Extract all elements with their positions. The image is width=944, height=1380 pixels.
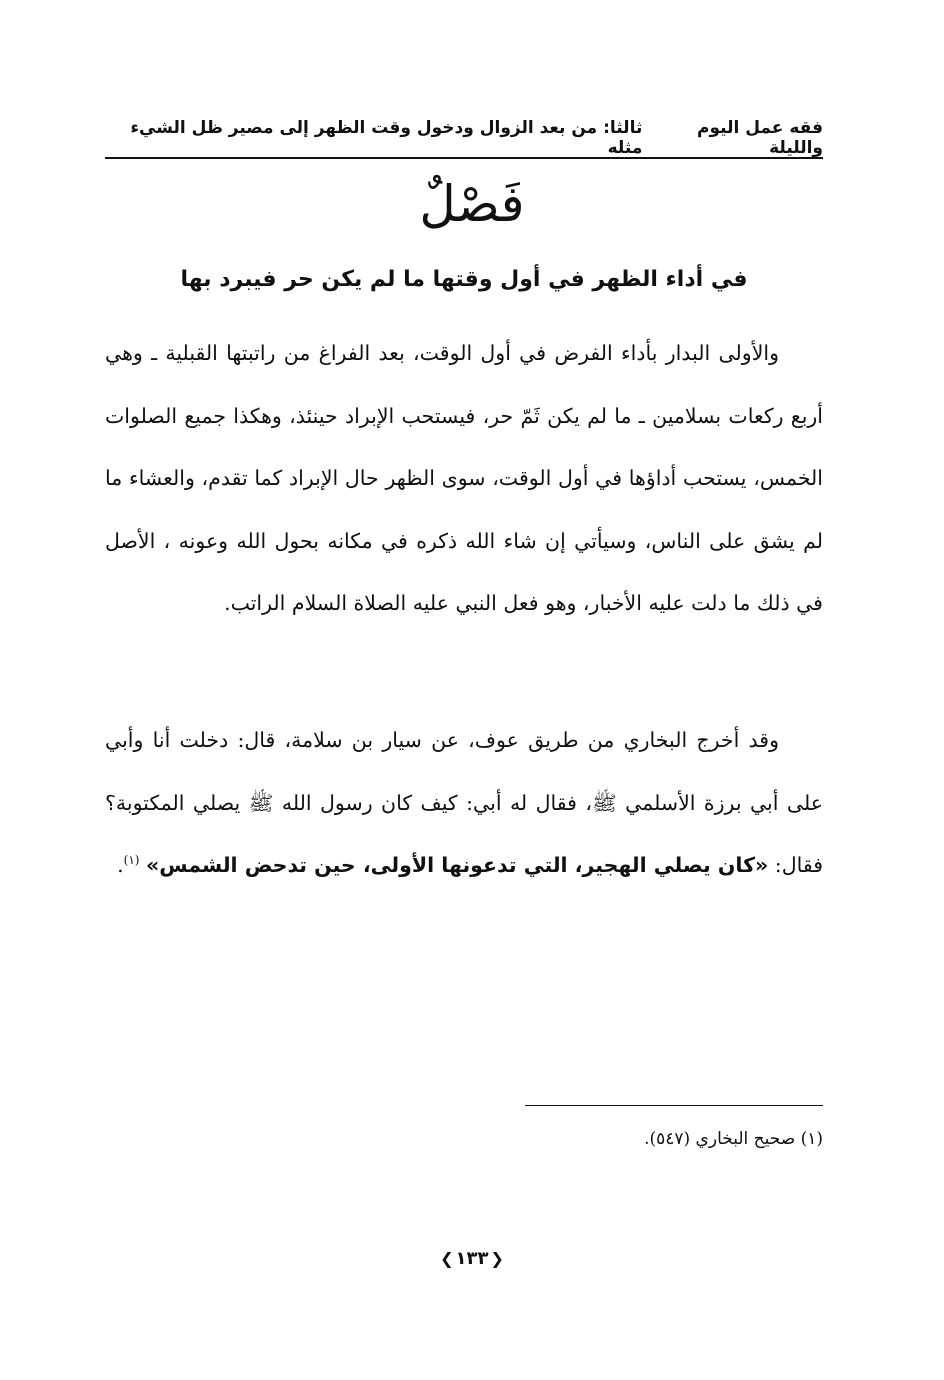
section-heading: فَصْلٌ	[419, 175, 525, 233]
paragraph-2-end: .	[117, 853, 124, 877]
book-title: فقه عمل اليوم والليلة	[697, 118, 823, 158]
section-title: في أداء الظهر في أول وقتها ما لم يكن حر فيبرد بها	[180, 267, 748, 292]
header-rule	[105, 157, 823, 159]
body-paragraph-2	[105, 709, 823, 897]
page-number: ١٣٣	[455, 1248, 489, 1269]
chapter-title: ثالثا: من بعد الزوال ودخول وقت الظهر إلى مصير ظل الشيء مثله	[130, 118, 643, 158]
body-paragraph-1: والأولى البدار بأداء الفرض في أول الوقت، بعد الفراغ من راتبتها القبلية ـ وهي أربع ركعات بسلامين ـ ما لم يكن ثَمّ حر، فيستحب الإبراد حينئذ، وهكذا جميع الصلوات الخمس، يستحب أداؤها في أول الوقت، سوى الظهر حال الإبراد كما تقدم، والعشاء ما لم يشق على الناس، وسيأتي إن شاء الله ذكره في مكانه بحول الله وعونه ، الأصل في ذلك ما دلت عليه الأخبار، وهو فعل النبي عليه الصلاة السلام الراتب.	[105, 341, 823, 615]
footnote-reference: (١)	[123, 853, 140, 868]
running-header	[105, 118, 823, 158]
footnote-rule	[525, 1105, 823, 1106]
footnote: (١) صحيح البخاري (٥٤٧).	[644, 1129, 823, 1149]
hadith-quote: «كان يصلي الهجير، التي تدعونها الأولى، حين تدحض الشمس»	[146, 853, 769, 877]
ornament-left-icon: ❯	[440, 1249, 454, 1268]
paragraph-2-lead: وقد أخرج البخاري من طريق عوف، عن سيار بن سلامة، قال: دخلت أنا وأبي على أبي برزة الأسلمي ﷺ، فقال له أبي: كيف كان رسول الله ﷺ يصلي المكتوبة؟ فقال:	[105, 728, 823, 877]
ornament-right-icon: ❮	[490, 1249, 504, 1268]
page-number-block	[0, 1244, 944, 1274]
